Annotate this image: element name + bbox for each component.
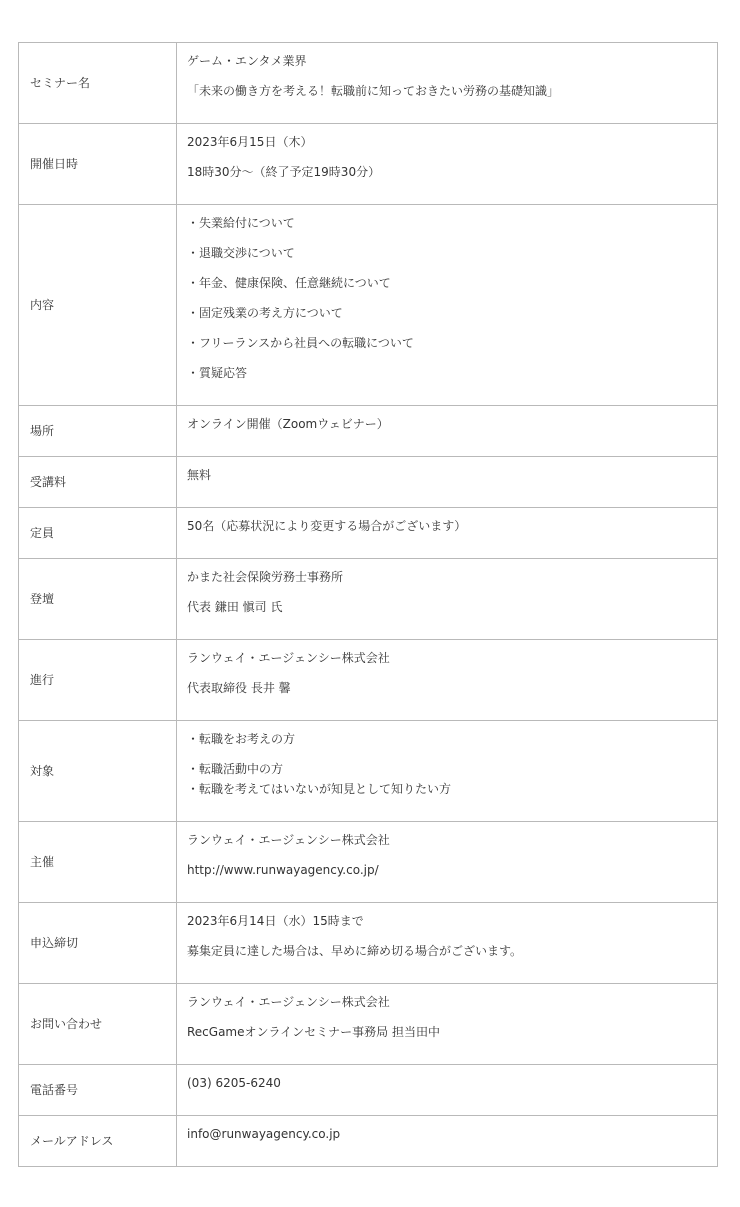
row-label: 定員: [19, 508, 177, 559]
value-line: ・失業給付について: [187, 216, 295, 230]
row-value: [177, 1065, 718, 1116]
row-label: 場所: [19, 406, 177, 457]
value-line: 代表 鎌田 愼司 氏: [187, 600, 283, 614]
value-line: かまた社会保険労務士事務所: [187, 570, 344, 584]
row-label: 開催日時: [19, 124, 177, 205]
value-line: ・退職交渉について: [187, 246, 295, 260]
value-line: オンライン開催（Zoomウェビナー）: [187, 417, 389, 431]
value-line: ・年金、健康保険、任意継続について: [187, 276, 391, 290]
row-label: お問い合わせ: [19, 984, 177, 1065]
value-line: 無料: [187, 468, 212, 482]
table-row-fee: [19, 457, 718, 508]
table-row-capacity: [19, 508, 718, 559]
value-line: ランウェイ・エージェンシー株式会社: [187, 651, 390, 665]
seminar-info-sheet: [18, 42, 718, 1167]
table-row-speaker: [19, 559, 718, 640]
row-label: メールアドレス: [19, 1116, 177, 1167]
value-line: 50名（応募状況により変更する場合がございます）: [187, 519, 467, 533]
phone-number: (03) 6205-6240: [187, 1076, 281, 1090]
value-line: ・転職活動中の方: [187, 762, 284, 776]
row-label: 登壇: [19, 559, 177, 640]
table-row-organizer: [19, 822, 718, 903]
value-line: ランウェイ・エージェンシー株式会社: [187, 833, 390, 847]
value-line: 「未来の働き方を考える！転職前に知っておきたい労務の基礎知識」: [187, 84, 560, 98]
row-value: [177, 903, 718, 984]
value-line: 募集定員に達した場合は、早めに締め切る場合がございます。: [187, 944, 523, 958]
row-value: [177, 508, 718, 559]
row-value: [177, 559, 718, 640]
row-label: 内容: [19, 205, 177, 406]
table-row-deadline: [19, 903, 718, 984]
row-label: 進行: [19, 640, 177, 721]
organizer-url-link[interactable]: http://www.runwayagency.co.jp/: [187, 863, 379, 877]
row-value: [177, 406, 718, 457]
row-value: [177, 984, 718, 1065]
row-value: [177, 721, 718, 822]
seminar-info-table: [18, 42, 718, 1167]
value-line: ・転職を考えてはいないが知見として知りたい方: [187, 782, 452, 796]
table-row-datetime: [19, 124, 718, 205]
row-label: 申込締切: [19, 903, 177, 984]
row-value: [177, 822, 718, 903]
value-line: ランウェイ・エージェンシー株式会社: [187, 995, 390, 1009]
row-value: [177, 457, 718, 508]
value-line: ・フリーランスから社員への転職について: [187, 336, 414, 350]
row-label: 主催: [19, 822, 177, 903]
row-label: 対象: [19, 721, 177, 822]
table-row-inquiry: [19, 984, 718, 1065]
value-line: 代表取締役 長井 馨: [187, 681, 291, 695]
value-line: 2023年6月14日（水）15時まで: [187, 914, 364, 928]
value-line: ゲーム・エンタメ業界: [187, 54, 307, 68]
table-row-phone: [19, 1065, 718, 1116]
row-label: セミナー名: [19, 43, 177, 124]
value-line: ・質疑応答: [187, 366, 248, 380]
value-line: ・固定残業の考え方について: [187, 306, 343, 320]
value-line: 18時30分～（終了予定19時30分）: [187, 165, 381, 179]
email-link[interactable]: info@runwayagency.co.jp: [187, 1127, 341, 1141]
row-value: [177, 1116, 718, 1167]
table-row-venue: [19, 406, 718, 457]
row-value: [177, 640, 718, 721]
table-row-audience: [19, 721, 718, 822]
table-row-seminar-name: [19, 43, 718, 124]
row-label: 受講料: [19, 457, 177, 508]
value-line: 2023年6月15日（木）: [187, 135, 313, 149]
value-line: RecGameオンラインセミナー事務局 担当田中: [187, 1025, 440, 1039]
table-row-email: [19, 1116, 718, 1167]
row-value: [177, 43, 718, 124]
table-row-moderator: [19, 640, 718, 721]
row-label: 電話番号: [19, 1065, 177, 1116]
row-value: [177, 124, 718, 205]
row-value: [177, 205, 718, 406]
table-row-content: [19, 205, 718, 406]
value-line: ・転職をお考えの方: [187, 732, 296, 746]
